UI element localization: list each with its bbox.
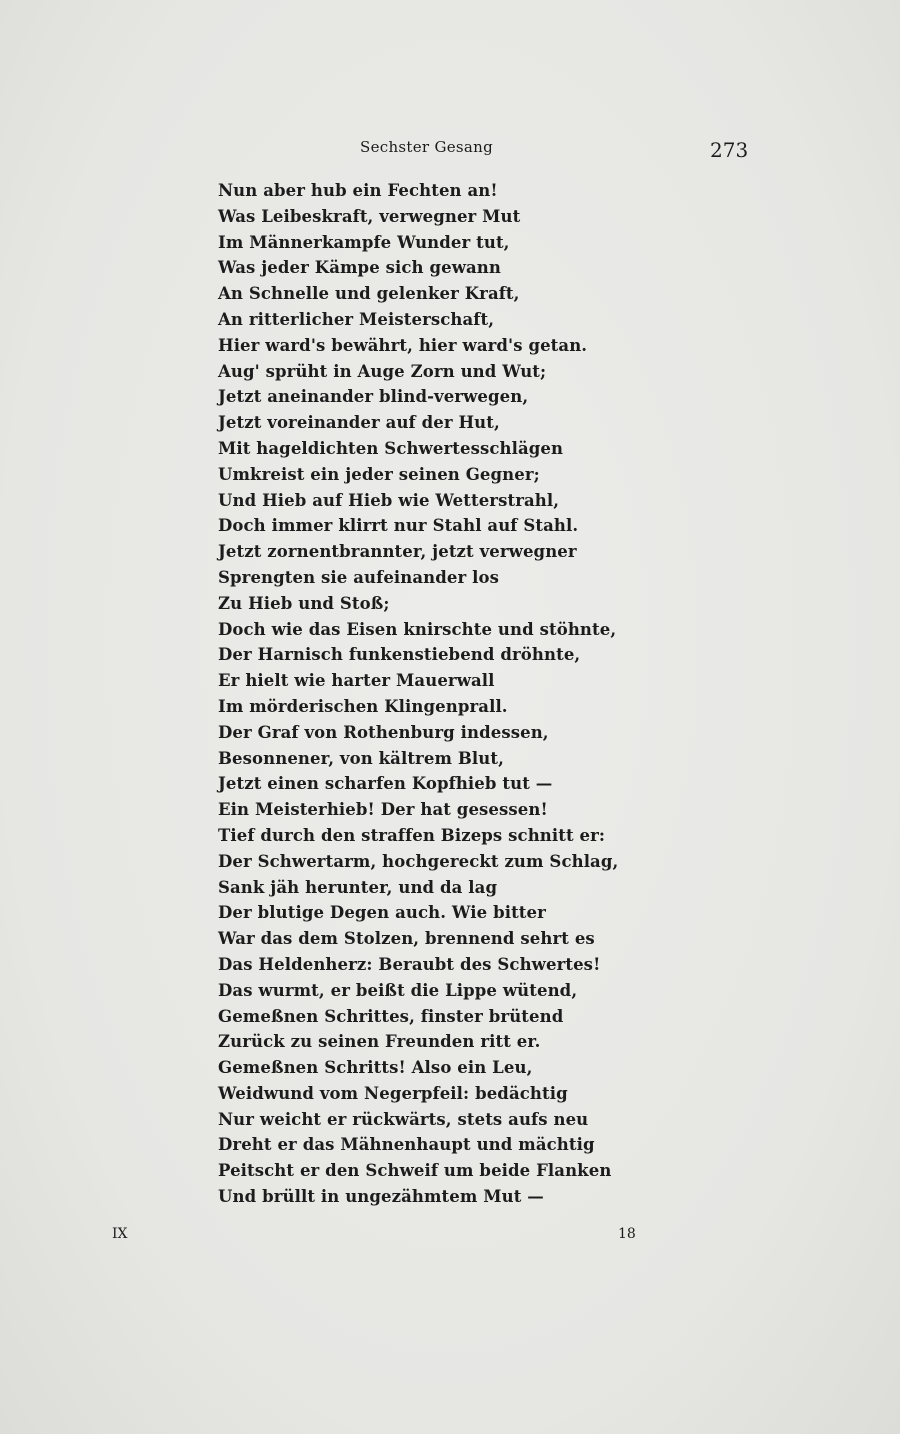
verse-line: Umkreist ein jeder seinen Gegner;: [218, 464, 540, 484]
verse-line: Aug' sprüht in Auge Zorn und Wut;: [218, 361, 547, 381]
verse-line: Doch immer klirrt nur Stahl auf Stahl.: [218, 516, 579, 536]
verse-line: Gemeßnen Schrittes, finster brütend: [218, 1006, 564, 1026]
verse-line: Jetzt aneinander blind-verwegen,: [218, 387, 529, 407]
verse-line: Mit hageldichten Schwertesschlägen: [218, 438, 564, 458]
verse-line: Tief durch den straffen Bizeps schnitt er:: [218, 825, 606, 845]
verse-line: Jetzt einen scharfen Kopfhieb tut —: [218, 774, 553, 794]
verse-line: Ein Meisterhieb! Der hat gesessen!: [218, 800, 548, 820]
verse-line: War das dem Stolzen, brennend sehrt es: [218, 929, 595, 949]
verse-line: Der Graf von Rothenburg indessen,: [218, 722, 549, 742]
verse-line: Hier ward's bewährt, hier ward's getan.: [218, 335, 588, 355]
verse-line: Was Leibeskraft, verwegner Mut: [218, 206, 521, 226]
sheet-number: 18: [618, 1226, 636, 1242]
verse-line: Das wurmt, er beißt die Lippe wütend,: [218, 980, 578, 1000]
signature-mark: IX: [112, 1226, 128, 1242]
verse-line: Im Männerkampfe Wunder tut,: [218, 232, 510, 252]
verse-line: Er hielt wie harter Mauerwall: [218, 671, 495, 691]
verse-line: Der Harnisch funkenstiebend dröhnte,: [218, 645, 581, 665]
verse-line: Sprengten sie aufeinander los: [218, 567, 500, 587]
running-head: Sechster Gesang: [360, 138, 494, 156]
verse-line: Doch wie das Eisen knirschte und stöhnte,: [218, 619, 617, 639]
verse-line: An ritterlicher Meisterschaft,: [218, 309, 495, 329]
verse-line: Im mörderischen Klingenprall.: [218, 696, 508, 716]
page-number: 273: [710, 138, 749, 162]
verse-line: Und Hieb auf Hieb wie Wetterstrahl,: [218, 490, 560, 510]
verse-line: Zurück zu seinen Freunden ritt er.: [218, 1032, 541, 1052]
verse-block: [218, 178, 638, 1210]
verse-line: Gemeßnen Schritts! Also ein Leu,: [218, 1058, 533, 1078]
verse-line: Zu Hieb und Stoß;: [218, 593, 390, 613]
verse-line: Nun aber hub ein Fechten an!: [218, 181, 498, 200]
verse-line: Was jeder Kämpe sich gewann: [218, 258, 501, 278]
verse-line: Dreht er das Mähnenhaupt und mächtig: [218, 1135, 595, 1155]
verse-line: Sank jäh herunter, und da lag: [218, 877, 498, 897]
verse-line: Und brüllt in ungezähmtem Mut —: [218, 1187, 544, 1207]
verse-line: Jetzt zornentbrannter, jetzt verwegner: [218, 542, 577, 562]
verse-line: Der blutige Degen auch. Wie bitter: [218, 903, 546, 923]
verse-line: Peitscht er den Schweif um beide Flanken: [218, 1161, 612, 1181]
verse-line: Der Schwertarm, hochgereckt zum Schlag,: [218, 851, 619, 871]
verse-line: Nur weicht er rückwärts, stets aufs neu: [218, 1109, 589, 1129]
verse-line: Weidwund vom Negerpfeil: bedächtig: [218, 1083, 568, 1103]
verse-line: An Schnelle und gelenker Kraft,: [218, 284, 520, 304]
verse-line: Jetzt voreinander auf der Hut,: [218, 413, 500, 433]
verse-line: Das Heldenherz: Beraubt des Schwertes!: [218, 954, 601, 974]
verse-line: Besonnener, von kältrem Blut,: [218, 748, 504, 768]
